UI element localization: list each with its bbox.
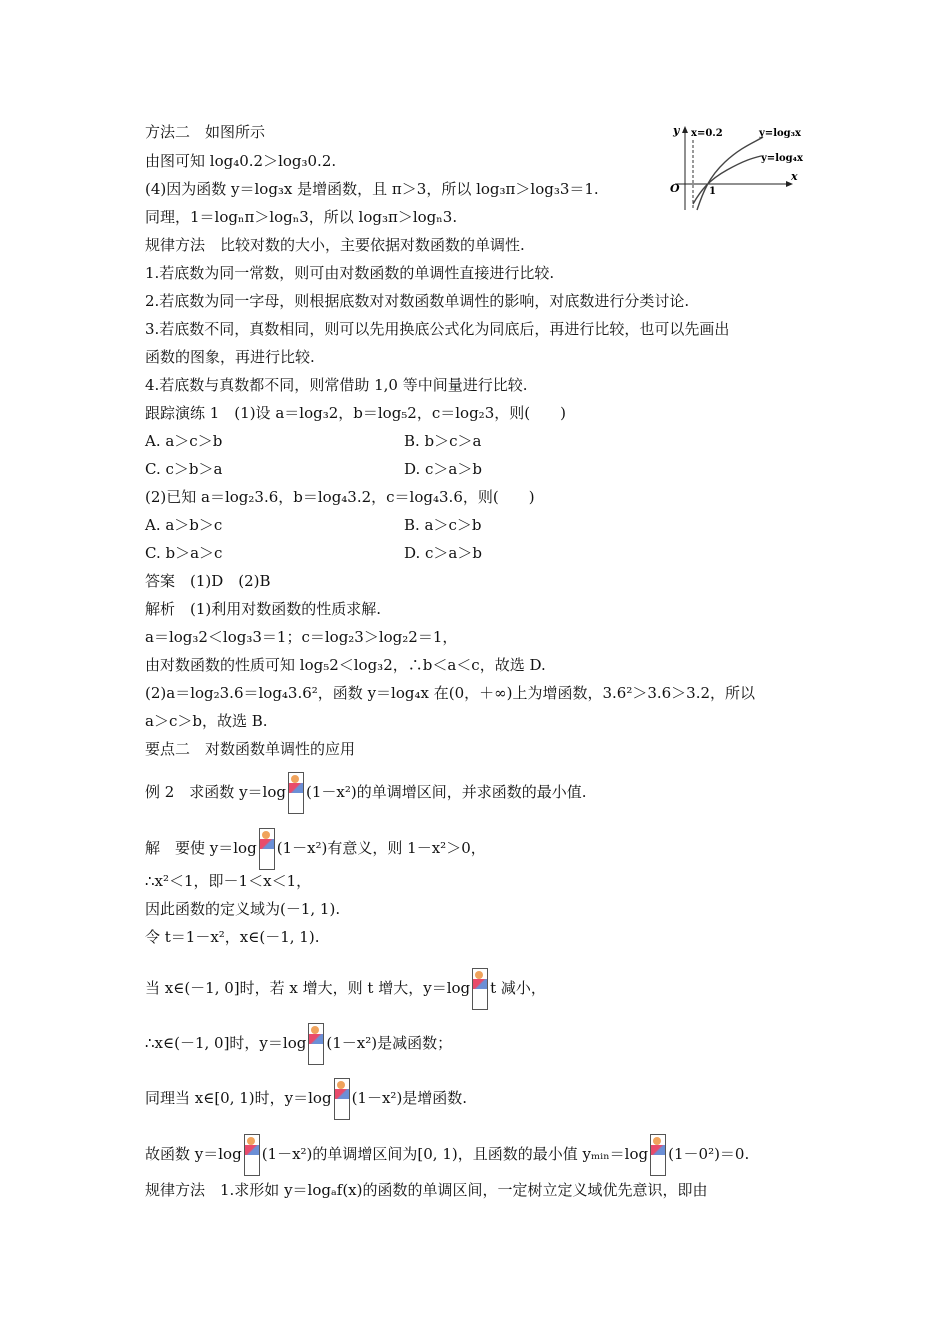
- text-line: 跟踪演练 1 (1)设 a＝log₃2，b＝log₅2，c＝log₂3，则( ): [145, 404, 566, 422]
- option-a: A. a＞c＞b: [145, 432, 223, 450]
- solution-line: 同理当 x∈[0, 1)时，y＝log (1－x²)是增函数.: [145, 1078, 467, 1120]
- log-base-image: [650, 1134, 666, 1176]
- one-label: 1: [709, 186, 716, 197]
- solution-line: 解 要使 y＝log (1－x²)有意义，则 1－x²＞0，: [145, 828, 486, 870]
- x-axis-label: x: [791, 170, 798, 183]
- option-c: C. b＞a＞c: [145, 544, 223, 562]
- log-base-image: [259, 828, 275, 870]
- log-base-image: [308, 1023, 324, 1065]
- solution-line: 令 t＝1－x²，x∈(－1, 1).: [145, 928, 320, 946]
- log-graph: [665, 122, 815, 214]
- log-base-image: [334, 1078, 350, 1120]
- text-line: 函数的图象，再进行比较.: [145, 348, 315, 366]
- option-b: B. b＞c＞a: [404, 432, 482, 450]
- option-c: C. c＞b＞a: [145, 460, 223, 478]
- analysis-line: 由对数函数的性质可知 log₅2＜log₃2，∴b＜a＜c，故选 D.: [145, 656, 546, 674]
- example-line: 例 2 求函数 y＝log (1－x²)的单调增区间，并求函数的最小值.: [145, 772, 587, 814]
- analysis-line: a＞c＞b，故选 B.: [145, 712, 268, 730]
- solution-line: 当 x∈(－1, 0]时，若 x 增大，则 t 增大，y＝log t 减小，: [145, 968, 546, 1010]
- y-axis-label: y: [673, 124, 680, 137]
- curve-log4: [693, 156, 761, 204]
- question-line: (2)已知 a＝log₂3.6，b＝log₄3.2，c＝log₄3.6，则( ): [145, 488, 535, 506]
- text-line: 4.若底数与真数都不同，则常借助 1,0 等中间量进行比较.: [145, 376, 528, 394]
- text-line: 规律方法 比较对数的大小，主要依据对数函数的单调性.: [145, 236, 525, 254]
- option-b: B. a＞c＞b: [404, 516, 482, 534]
- analysis-line: a＝log₃2＜log₃3＝1；c＝log₂3＞log₂2＝1，: [145, 628, 458, 646]
- curve-log3: [697, 137, 763, 210]
- y-axis-arrow: [682, 126, 688, 133]
- text-line: (4)因为函数 y＝log₃x 是增函数，且 π＞3，所以 log₃π＞log₃3＝1.: [145, 180, 599, 198]
- curve2-label: y=log₄x: [761, 153, 803, 164]
- answer-line: 答案 (1)D (2)B: [145, 572, 271, 590]
- solution-line: ∴x∈(－1, 0]时，y＝log (1－x²)是减函数；: [145, 1023, 452, 1065]
- analysis-line: 解析 (1)利用对数函数的性质求解.: [145, 600, 382, 618]
- text-line: 2.若底数为同一字母，则根据底数对对数函数单调性的影响，对底数进行分类讨论.: [145, 292, 690, 310]
- origin-label: O: [670, 182, 680, 195]
- vline-label: x=0.2: [691, 128, 723, 139]
- log-base-image: [472, 968, 488, 1010]
- section-heading: 要点二 对数函数单调性的应用: [145, 740, 356, 758]
- text-line: 3.若底数不同，真数相同，则可以先用换底公式化为同底后，再进行比较，也可以先画出: [145, 320, 730, 338]
- solution-line: ∴x²＜1，即－1＜x＜1，: [145, 872, 312, 890]
- text-line: 方法二 如图所示: [145, 123, 266, 141]
- option-d: D. c＞a＞b: [404, 544, 482, 562]
- option-d: D. c＞a＞b: [404, 460, 482, 478]
- curve1-label: y=log₃x: [759, 128, 801, 139]
- text-line: 同理，1＝logₙπ＞logₙ3，所以 log₃π＞logₙ3.: [145, 208, 458, 226]
- text-line: 1.若底数为同一常数，则可由对数函数的单调性直接进行比较.: [145, 264, 555, 282]
- solution-line: 故函数 y＝log (1－x²)的单调增区间为[0, 1)，且函数的最小值 yₘᵢₙ＝log (1－0²)＝0.: [145, 1134, 749, 1176]
- method-line: 规律方法 1.求形如 y＝logₐf(x)的函数的单调区间，一定树立定义域优先意识，即由: [145, 1181, 708, 1199]
- analysis-line: (2)a＝log₂3.6＝log₄3.6²，函数 y＝log₄x 在(0，＋∞)上为增函数，3.6²＞3.6＞3.2，所以: [145, 684, 756, 702]
- solution-line: 因此函数的定义域为(－1, 1).: [145, 900, 341, 918]
- option-a: A. a＞b＞c: [145, 516, 223, 534]
- log-base-image: [244, 1134, 260, 1176]
- log-base-image: [288, 772, 304, 814]
- text-line: 由图可知 log₄0.2＞log₃0.2.: [145, 152, 337, 170]
